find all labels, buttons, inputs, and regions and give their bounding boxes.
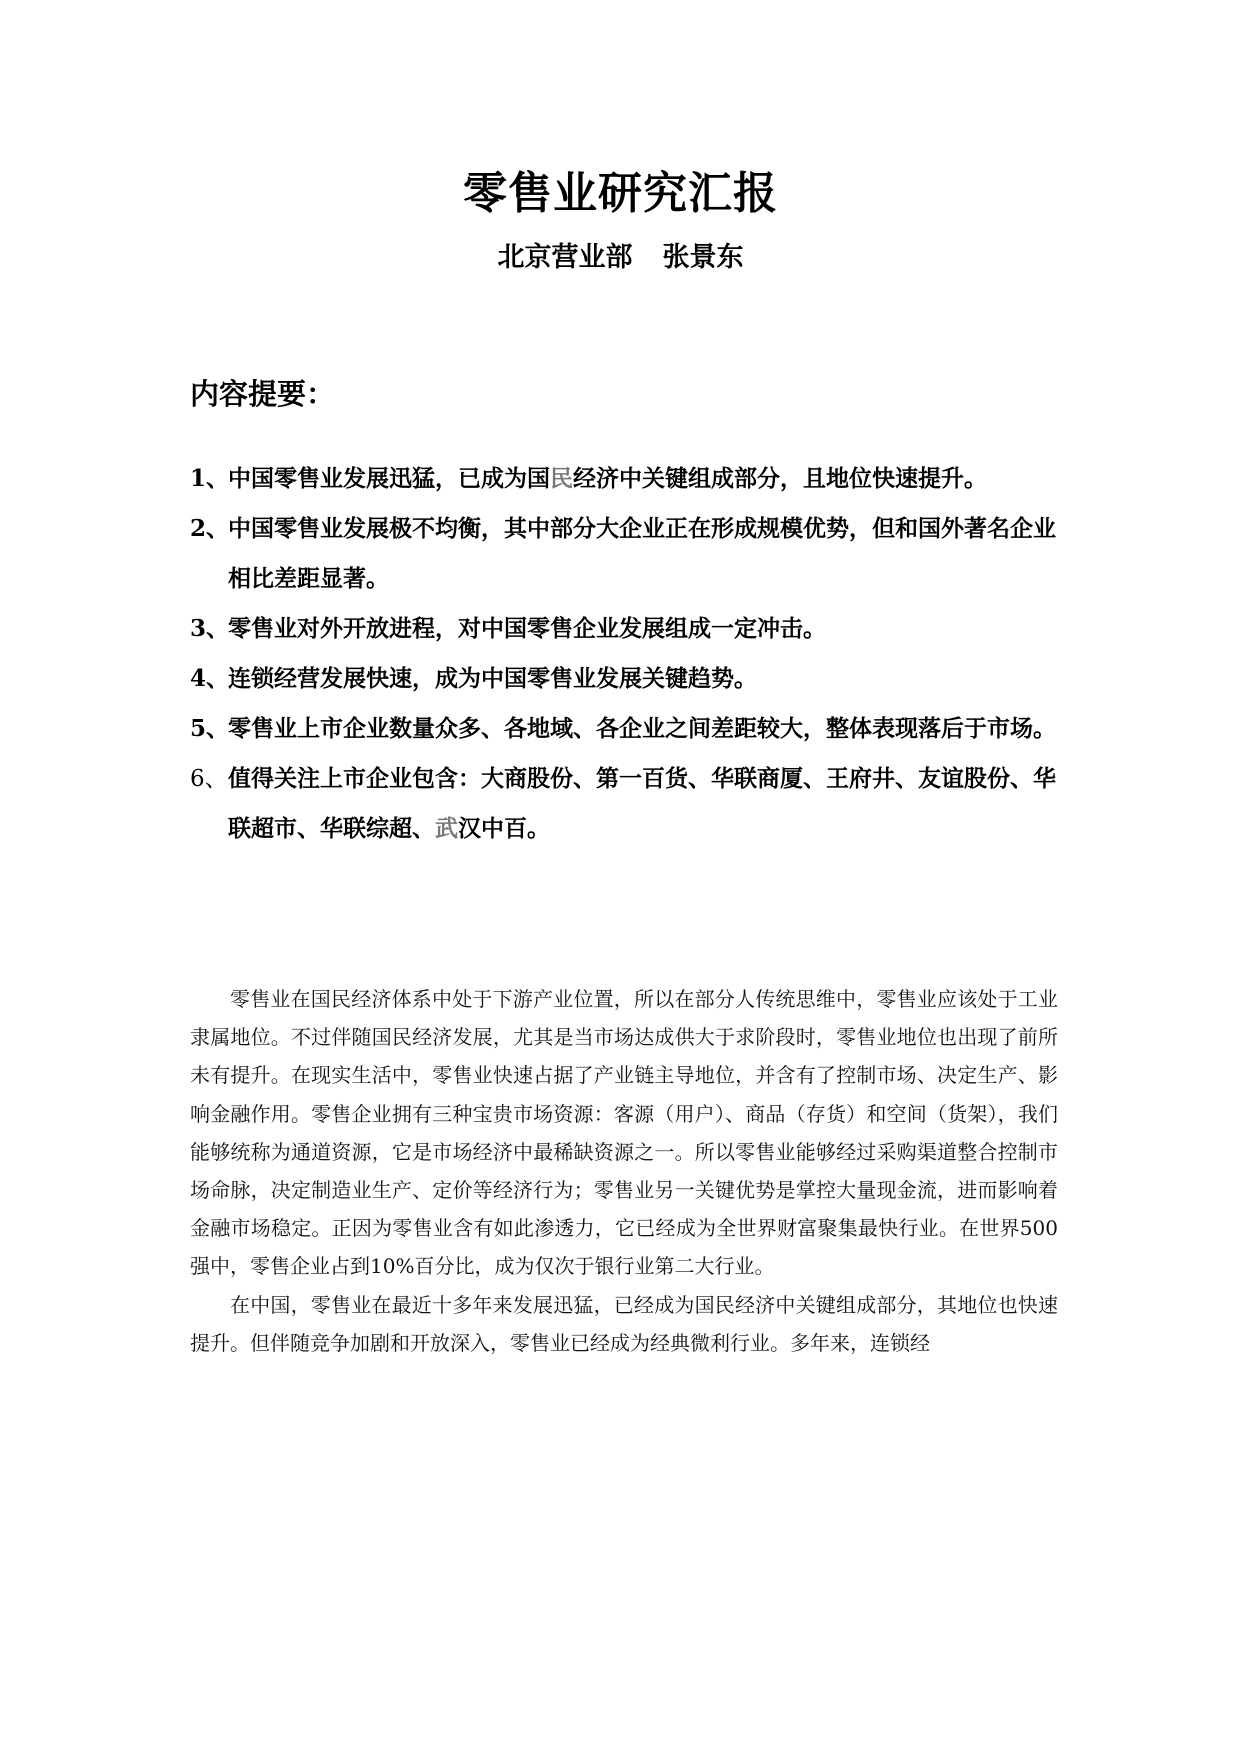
- summary-item-number: 4、: [190, 665, 230, 692]
- summary-heading: 内容提要：: [190, 377, 336, 411]
- summary-item-text: [228, 454, 1070, 504]
- summary-item-1: [190, 454, 1070, 504]
- summary-item-2: [190, 504, 1070, 604]
- author-department: 北京营业部: [497, 242, 633, 273]
- summary-text-part: 汉中百。: [458, 816, 550, 842]
- summary-item-number: 2、: [190, 515, 230, 542]
- summary-item-4: [190, 654, 1070, 704]
- summary-text-part: 中国零售业发展迅猛，已成为国: [228, 466, 550, 492]
- summary-item-text: [228, 754, 1070, 854]
- summary-item-5: [190, 704, 1070, 754]
- summary-item-text: 连锁经营发展快速，成为中国零售业发展关键趋势。: [228, 666, 757, 692]
- summary-text-part: 经济中关键组成部分，且地位快速提升。: [573, 466, 987, 492]
- summary-item-text: 零售业上市企业数量众多、各地域、各企业之间差距较大，整体表现落后于市场。: [228, 716, 1056, 742]
- summary-item-text: 中国零售业发展极不均衡，其中部分大企业正在形成规模优势，但和国外著名企业相比差距显著。: [228, 516, 1056, 592]
- summary-text-gray-char: 武: [435, 816, 458, 842]
- summary-text-gray-char: 民: [550, 466, 573, 492]
- page-title: 零售业研究汇报: [463, 168, 778, 219]
- body-paragraph: 零售业在国民经济体系中处于下游产业位置，所以在部分人传统思维中，零售业应该处于工业隶属地位。不过伴随国民经济发展，尤其是当市场达成供大于求阶段时，零售业地位也出现了前所未有提升。在现实生活中，零售业快速占据了产业链主导地位，并含有了控制市场、决定生产、影响金融作用。零售企业拥有三种宝贵市场资源：客源（用户）、商品（存货）和空间（货架），我们能够统称为通道资源，它是市场经济中最稀缺资源之一。所以零售业能够经过采购渠道整合控制市场命脉，决定制造业生产、定价等经济行为；零售业另一关键优势是掌控大量现金流，进而影响着金融市场稳定。正因为零售业含有如此渗透力，它已经成为全世界财富聚集最快行业。在世界500强中，零售企业占到10%百分比，成为仅次于银行业第二大行业。: [190, 987, 1058, 1279]
- author-name: 张景东: [662, 242, 744, 273]
- summary-item-number: 5、: [190, 715, 230, 742]
- author-line: [0, 240, 1241, 276]
- summary-list: [190, 454, 1070, 854]
- summary-item-number: 1、: [190, 465, 230, 492]
- body-paragraph: 在中国，零售业在最近十多年来发展迅猛，已经成为国民经济中关键组成部分，其地位也快速提升。但伴随竞争加剧和开放深入，零售业已经成为经典微利行业。多年来，连锁经: [190, 1292, 1058, 1355]
- summary-text-part: 值得关注上市企业包含：大商股份、第一百货、华联商厦、王府井、友谊股份、华联超市、华联综超、: [228, 766, 1056, 842]
- summary-item-number: 6、: [190, 766, 228, 792]
- summary-item-text: 零售业对外开放进程，对中国零售企业发展组成一定冲击。: [228, 616, 826, 642]
- summary-item-6: [190, 754, 1070, 854]
- summary-item-3: [190, 604, 1070, 654]
- body-text: [190, 980, 1058, 1362]
- summary-item-number: 3、: [190, 615, 230, 642]
